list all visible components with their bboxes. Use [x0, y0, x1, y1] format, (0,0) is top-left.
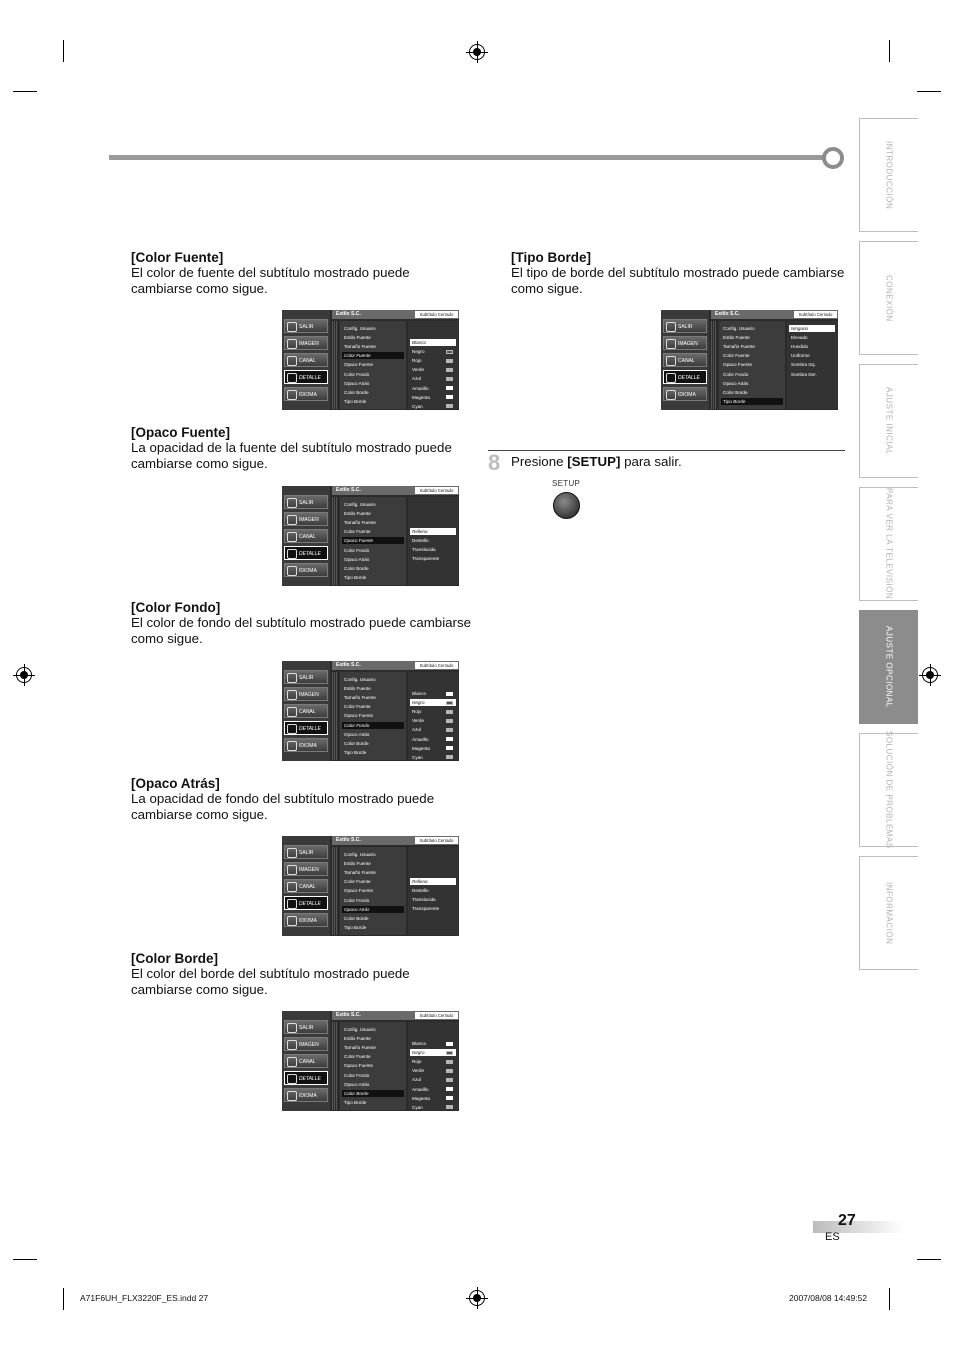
color-swatch	[446, 1060, 453, 1064]
section-text-color-fuente: El color de fuente del subtítulo mostrado puede cambiarse como sigue.	[131, 265, 410, 297]
menu-option[interactable]: Sombra Der.	[791, 371, 817, 377]
menu-button-salir[interactable]	[284, 319, 328, 333]
menu-button-icon	[287, 515, 297, 525]
menu-button-icon	[287, 1040, 297, 1050]
menu-item[interactable]: Color Borde	[342, 1090, 404, 1097]
menu-screen-color-borde	[282, 1011, 459, 1111]
menu-button-label: DETALLE	[299, 551, 321, 557]
menu-title-tag: Subtítulo Cerrado	[415, 311, 458, 318]
step-instruction	[511, 454, 682, 469]
menu-item[interactable]: Color Fuente	[344, 1054, 371, 1060]
menu-item[interactable]: Opaco Fuente	[344, 362, 374, 368]
menu-item[interactable]: Opaco Atrás	[723, 380, 749, 386]
crop-mark	[917, 91, 941, 92]
crop-mark	[889, 1288, 890, 1310]
crop-mark	[13, 91, 37, 92]
section-text-color-borde: El color del borde del subtítulo mostrado puede cambiarse como sigue.	[131, 966, 410, 998]
color-swatch	[446, 701, 453, 705]
tab-ajuste-opcional[interactable]	[859, 610, 918, 724]
page-number: 27	[838, 1212, 856, 1229]
menu-option[interactable]: Verde	[412, 367, 425, 373]
setup-button-label: SETUP	[552, 479, 581, 488]
menu-item[interactable]: Color Fuente	[344, 879, 371, 885]
menu-button-icon	[666, 356, 676, 366]
menu-button-detalle[interactable]	[663, 370, 707, 384]
menu-option[interactable]: Translucida	[412, 897, 436, 903]
menu-button-icon	[287, 373, 297, 383]
color-swatch	[446, 737, 453, 741]
menu-item[interactable]: Opaco Atrás	[344, 731, 370, 737]
menu-item[interactable]: Config. Usuario	[344, 852, 376, 857]
color-swatch	[446, 1069, 453, 1073]
color-swatch	[446, 728, 453, 732]
section-title-color-fuente: [Color Fuente]	[131, 250, 224, 265]
footer-file: A71F6UH_FLX3220F_ES.indd 27	[80, 1293, 209, 1303]
color-swatch	[446, 755, 453, 759]
menu-title: Estilo S.C.	[715, 311, 740, 317]
menu-item[interactable]: Tamaño Fuente	[723, 344, 755, 350]
menu-button-label: CANAL	[299, 358, 316, 364]
section-title-color-fondo: [Color Fondo]	[131, 600, 221, 615]
menu-stripe	[332, 1022, 337, 1110]
menu-button-icon	[287, 390, 297, 400]
section-title-color-borde: [Color Borde]	[131, 951, 218, 966]
menu-option[interactable]: Azul	[412, 376, 421, 382]
menu-item[interactable]: Estilo Fuente	[344, 861, 371, 867]
crop-mark	[63, 1288, 64, 1310]
tab-informacion[interactable]	[859, 856, 918, 970]
menu-stripe	[332, 497, 337, 585]
menu-button-label: SALIR	[299, 500, 314, 506]
menu-button-imagen[interactable]	[284, 512, 328, 526]
crop-mark	[917, 1259, 941, 1260]
registration-mark-icon	[469, 44, 485, 60]
crop-mark	[13, 1259, 37, 1260]
color-swatch	[446, 341, 453, 345]
menu-screen-opaco-fuente	[282, 486, 459, 586]
menu-button-idioma[interactable]	[284, 387, 328, 401]
color-swatch	[446, 1105, 453, 1109]
menu-button-idioma[interactable]	[284, 1088, 328, 1102]
menu-button-icon	[287, 899, 297, 909]
menu-item[interactable]: Color Fondo	[344, 897, 370, 903]
menu-screen-opaco-atras	[282, 836, 459, 936]
menu-option[interactable]: Magenta	[412, 1095, 430, 1101]
menu-button-canal[interactable]	[284, 529, 328, 543]
menu-item[interactable]: Color Fondo	[344, 1072, 370, 1078]
menu-item[interactable]: Tamaño Fuente	[344, 695, 376, 701]
menu-button-imagen[interactable]	[284, 336, 328, 350]
menu-item[interactable]: Config. Usuario	[344, 677, 376, 682]
menu-button-idioma[interactable]	[284, 563, 328, 577]
menu-item[interactable]: Opaco Fuente	[723, 362, 753, 368]
menu-option[interactable]: Azul	[412, 727, 421, 733]
menu-button-icon	[287, 339, 297, 349]
menu-item[interactable]: Config. Usuario	[344, 502, 376, 507]
section-title-opaco-fuente: [Opaco Fuente]	[131, 425, 231, 440]
menu-screen-tipo-borde	[661, 310, 838, 410]
menu-item[interactable]: Color Borde	[344, 565, 369, 571]
menu-title: Estilo S.C.	[336, 662, 361, 668]
menu-button-icon	[287, 1074, 297, 1084]
menu-button-detalle[interactable]	[284, 896, 328, 910]
menu-item[interactable]: Tamaño Fuente	[344, 520, 376, 526]
menu-button-label: SALIR	[299, 675, 314, 681]
menu-button-label: CANAL	[299, 1059, 316, 1065]
menu-title: Estilo S.C.	[336, 837, 361, 843]
menu-title-tag: Subtítulo Cerrado	[415, 662, 458, 669]
menu-item[interactable]: Tipo Borde	[344, 1099, 367, 1105]
menu-option[interactable]: Amarillo	[412, 736, 429, 742]
menu-button-label: SALIR	[678, 324, 693, 330]
color-swatch	[446, 404, 453, 408]
color-swatch	[446, 719, 453, 723]
menu-button-label: IDIOMA	[678, 392, 696, 398]
menu-option[interactable]: Azul	[412, 1077, 421, 1083]
menu-button-icon	[287, 1091, 297, 1101]
menu-button-salir[interactable]	[284, 1020, 328, 1034]
menu-button-label: CANAL	[299, 709, 316, 715]
tab-conexion[interactable]	[859, 241, 918, 355]
menu-item[interactable]: Estilo Fuente	[344, 686, 371, 692]
menu-button-label: IDIOMA	[299, 568, 317, 574]
menu-title-tag: Subtítulo Cerrado	[415, 1012, 458, 1019]
menu-option[interactable]: Destello	[412, 538, 429, 544]
menu-button-icon	[287, 1023, 297, 1033]
tab-para-ver-la-television[interactable]	[859, 487, 918, 601]
tab-label: AJUSTE INICIAL	[884, 387, 894, 455]
menu-button-icon	[666, 390, 676, 400]
section-text-color-fondo: El color de fondo del subtítulo mostrado puede cambiarse como sigue.	[131, 615, 472, 647]
menu-button-label: DETALLE	[299, 901, 321, 907]
tab-label: AJUSTE OPCIONAL	[884, 626, 894, 708]
menu-item[interactable]: Tamaño Fuente	[344, 1045, 376, 1051]
menu-option[interactable]: Blanco	[412, 1041, 427, 1046]
menu-item[interactable]: Color Fondo	[344, 547, 370, 553]
color-swatch	[446, 368, 453, 372]
menu-title: Estilo S.C.	[336, 1012, 361, 1018]
menu-option[interactable]: Amarillo	[412, 1086, 429, 1092]
color-swatch	[446, 395, 453, 399]
menu-button-label: IMAGEN	[299, 692, 319, 698]
menu-button-canal[interactable]	[284, 1054, 328, 1068]
menu-button-label: DETALLE	[299, 1076, 321, 1082]
menu-button-icon	[287, 549, 297, 559]
menu-option[interactable]: Verde	[412, 1068, 425, 1074]
menu-item[interactable]: Config. Usuario	[723, 326, 755, 331]
menu-title: Estilo S.C.	[336, 487, 361, 493]
menu-button-idioma[interactable]	[663, 387, 707, 401]
menu-button-imagen[interactable]	[284, 687, 328, 701]
menu-option[interactable]: Negro	[410, 699, 456, 706]
menu-item[interactable]: Opaco Atrás	[344, 380, 370, 386]
registration-mark-icon	[469, 1290, 485, 1306]
menu-option[interactable]: Ninguno	[789, 325, 835, 332]
crop-mark	[889, 40, 890, 62]
menu-item[interactable]: Tipo Borde	[344, 574, 367, 580]
color-swatch	[446, 350, 453, 354]
menu-button-detalle[interactable]	[284, 1071, 328, 1085]
menu-item[interactable]: Opaco Atrás	[344, 1081, 370, 1087]
menu-option[interactable]: Sombra Izq.	[791, 362, 816, 368]
menu-button-imagen[interactable]	[663, 336, 707, 350]
step-text-after: para salir.	[620, 454, 682, 469]
menu-button-canal[interactable]	[663, 353, 707, 367]
menu-stripe	[332, 321, 337, 409]
menu-button-canal[interactable]	[284, 704, 328, 718]
menu-item[interactable]: Color Fuente	[344, 704, 371, 710]
menu-button-label: IMAGEN	[678, 341, 698, 347]
menu-title-tag: Subtítulo Cerrado	[415, 837, 458, 844]
menu-button-label: IMAGEN	[299, 341, 319, 347]
menu-button-label: SALIR	[299, 324, 314, 330]
menu-option[interactable]: Cyan	[412, 403, 423, 409]
menu-item[interactable]: Opaco Fuente	[344, 1063, 374, 1069]
menu-button-idioma[interactable]	[284, 738, 328, 752]
menu-button-label: DETALLE	[678, 375, 700, 381]
menu-item[interactable]: Color Borde	[344, 740, 369, 746]
menu-option[interactable]: Hundido	[791, 344, 809, 350]
step-number: 8	[488, 450, 501, 475]
setup-button[interactable]	[553, 492, 580, 519]
menu-option[interactable]: Cyan	[412, 1104, 423, 1110]
menu-button-icon	[287, 690, 297, 700]
step-key: [SETUP]	[567, 454, 621, 469]
section-title-opaco-atras: [Opaco Atrás]	[131, 776, 220, 791]
menu-button-label: IMAGEN	[299, 517, 319, 523]
menu-button-icon	[287, 322, 297, 332]
menu-button-canal[interactable]	[284, 353, 328, 367]
menu-button-icon	[666, 339, 676, 349]
menu-button-icon	[666, 322, 676, 332]
tab-label: CONEXIÓN	[884, 274, 894, 322]
menu-button-icon	[287, 916, 297, 926]
menu-item[interactable]: Tipo Borde	[344, 749, 367, 755]
menu-button-icon	[287, 865, 297, 875]
menu-item[interactable]: Tamaño Fuente	[344, 344, 376, 350]
menu-option[interactable]: Magenta	[412, 745, 430, 751]
section-title-tipo-borde: [Tipo Borde]	[511, 250, 591, 265]
menu-title-tag: Subtítulo Cerrado	[415, 487, 458, 494]
menu-option[interactable]: Blanco	[412, 691, 427, 696]
menu-item[interactable]: Tipo Borde	[721, 398, 783, 405]
menu-item[interactable]: Color Borde	[723, 389, 748, 395]
menu-item[interactable]: Color Borde	[344, 389, 369, 395]
menu-option[interactable]: Transparente	[412, 906, 440, 912]
menu-button-label: SALIR	[299, 1025, 314, 1031]
menu-stripe	[332, 847, 337, 935]
menu-option[interactable]: Transparente	[412, 556, 440, 562]
menu-button-imagen[interactable]	[284, 1037, 328, 1051]
header-ring-icon	[822, 147, 844, 169]
step-divider	[488, 450, 845, 451]
footer-date: 2007/08/08 14:49:52	[789, 1293, 867, 1303]
color-swatch	[446, 710, 453, 714]
menu-button-label: IDIOMA	[299, 1093, 317, 1099]
tab-introduccion[interactable]	[859, 118, 918, 232]
section-text-opaco-atras: La opacidad de fondo del subtítulo mostrado puede cambiarse como sigue.	[131, 791, 435, 823]
header-rule	[109, 155, 825, 160]
menu-button-imagen[interactable]	[284, 862, 328, 876]
color-swatch	[446, 386, 453, 390]
menu-option[interactable]: Translucida	[412, 547, 436, 553]
menu-button-salir[interactable]	[284, 495, 328, 509]
menu-option[interactable]: Verde	[412, 718, 425, 724]
menu-button-icon	[287, 882, 297, 892]
menu-option[interactable]: Elevado	[791, 335, 808, 341]
menu-button-icon	[287, 498, 297, 508]
menu-button-label: IDIOMA	[299, 918, 317, 924]
menu-button-icon	[287, 673, 297, 683]
menu-item[interactable]: Opaco Atrás	[344, 556, 370, 562]
menu-button-icon	[666, 373, 676, 383]
menu-item[interactable]: Tipo Borde	[344, 924, 367, 930]
menu-title: Estilo S.C.	[336, 311, 361, 317]
menu-button-label: IDIOMA	[299, 743, 317, 749]
crop-mark	[63, 40, 64, 62]
menu-item[interactable]: Estilo Fuente	[723, 335, 750, 341]
step-text-before: Presione	[511, 454, 568, 469]
menu-item[interactable]: Color Fondo	[723, 371, 749, 377]
menu-item[interactable]: Color Fondo	[344, 371, 370, 377]
registration-mark-icon	[922, 667, 938, 683]
menu-button-detalle[interactable]	[284, 370, 328, 384]
menu-button-idioma[interactable]	[284, 913, 328, 927]
menu-screen-color-fondo	[282, 661, 459, 761]
tab-label: SOLUCIÓN DE PROBLEMAS	[884, 731, 894, 849]
menu-option[interactable]: Cyan	[412, 754, 423, 760]
menu-option[interactable]: Destello	[412, 888, 429, 894]
menu-button-icon	[287, 566, 297, 576]
menu-option[interactable]: Rellena	[410, 878, 456, 885]
menu-option[interactable]: Rellena	[410, 528, 456, 535]
color-swatch	[446, 1051, 453, 1055]
menu-option[interactable]: Rojo	[412, 358, 422, 364]
menu-button-label: CANAL	[299, 534, 316, 540]
menu-item[interactable]: Config. Usuario	[344, 326, 376, 331]
color-swatch	[446, 692, 453, 696]
menu-option[interactable]: Magenta	[412, 394, 430, 400]
menu-stripe	[711, 321, 716, 409]
menu-option[interactable]: Amarillo	[412, 385, 429, 391]
color-swatch	[446, 359, 453, 363]
menu-option[interactable]: Negro	[410, 1049, 456, 1056]
menu-item[interactable]: Color Fuente	[342, 352, 404, 359]
registration-mark-icon	[16, 667, 32, 683]
menu-option[interactable]: Rojo	[412, 709, 422, 715]
menu-item[interactable]: Color Fondo	[342, 722, 404, 729]
menu-button-label: IDIOMA	[299, 392, 317, 398]
menu-button-label: CANAL	[678, 358, 695, 364]
menu-option[interactable]: Blanco	[410, 339, 456, 346]
menu-item[interactable]: Estilo Fuente	[344, 511, 371, 517]
menu-screen-color-fuente	[282, 310, 459, 410]
section-text-opaco-fuente: La opacidad de la fuente del subtítulo mostrado puede cambiarse como sigue.	[131, 440, 452, 472]
color-swatch	[446, 1042, 453, 1046]
language-code: ES	[825, 1231, 840, 1243]
tab-label: INFORMACIÓN	[884, 881, 894, 945]
menu-option[interactable]: Rojo	[412, 1059, 422, 1065]
menu-button-label: IMAGEN	[299, 1042, 319, 1048]
menu-item[interactable]: Estilo Fuente	[344, 335, 371, 341]
color-swatch	[446, 746, 453, 750]
tab-solucion-de-problemas[interactable]	[859, 733, 918, 847]
menu-button-icon	[287, 741, 297, 751]
tab-label: PARA VER LA TELEVISIÓN	[884, 488, 894, 600]
menu-button-icon	[287, 707, 297, 717]
menu-item[interactable]: Opaco Atrás	[342, 906, 404, 913]
menu-button-salir[interactable]	[284, 845, 328, 859]
menu-button-detalle[interactable]	[284, 546, 328, 560]
menu-item[interactable]: Estilo Fuente	[344, 1036, 371, 1042]
menu-item[interactable]: Color Fuente	[344, 529, 371, 535]
menu-option[interactable]: Negro	[412, 349, 425, 355]
color-swatch	[446, 1087, 453, 1091]
menu-item[interactable]: Opaco Fuente	[342, 537, 404, 544]
menu-button-salir[interactable]	[663, 319, 707, 333]
menu-button-icon	[287, 356, 297, 366]
menu-item[interactable]: Opaco Fuente	[344, 888, 374, 894]
menu-button-label: SALIR	[299, 850, 314, 856]
section-text-tipo-borde: El tipo de borde del subtítulo mostrado puede cambiarse como sigue.	[511, 265, 845, 297]
menu-button-detalle[interactable]	[284, 721, 328, 735]
color-swatch	[446, 1096, 453, 1100]
menu-item[interactable]: Config. Usuario	[344, 1027, 376, 1032]
menu-item[interactable]: Color Fuente	[723, 353, 750, 359]
tab-label: INTRODUCCIÓN	[884, 140, 894, 210]
menu-item[interactable]: Tipo Borde	[344, 398, 367, 404]
menu-button-label: IMAGEN	[299, 867, 319, 873]
menu-button-label: CANAL	[299, 884, 316, 890]
menu-button-icon	[287, 532, 297, 542]
menu-title-tag: Subtítulo Cerrado	[794, 311, 837, 318]
menu-button-canal[interactable]	[284, 879, 328, 893]
menu-item[interactable]: Opaco Fuente	[344, 713, 374, 719]
menu-button-icon	[287, 848, 297, 858]
menu-stripe	[332, 672, 337, 760]
menu-button-label: DETALLE	[299, 375, 321, 381]
color-swatch	[446, 1078, 453, 1082]
menu-button-salir[interactable]	[284, 670, 328, 684]
menu-option[interactable]: Uniforme	[791, 353, 810, 359]
menu-button-icon	[287, 724, 297, 734]
tab-ajuste-inicial[interactable]	[859, 364, 918, 478]
menu-button-icon	[287, 1057, 297, 1067]
color-swatch	[446, 377, 453, 381]
menu-item[interactable]: Color Borde	[344, 915, 369, 921]
menu-button-label: DETALLE	[299, 726, 321, 732]
menu-item[interactable]: Tamaño Fuente	[344, 870, 376, 876]
